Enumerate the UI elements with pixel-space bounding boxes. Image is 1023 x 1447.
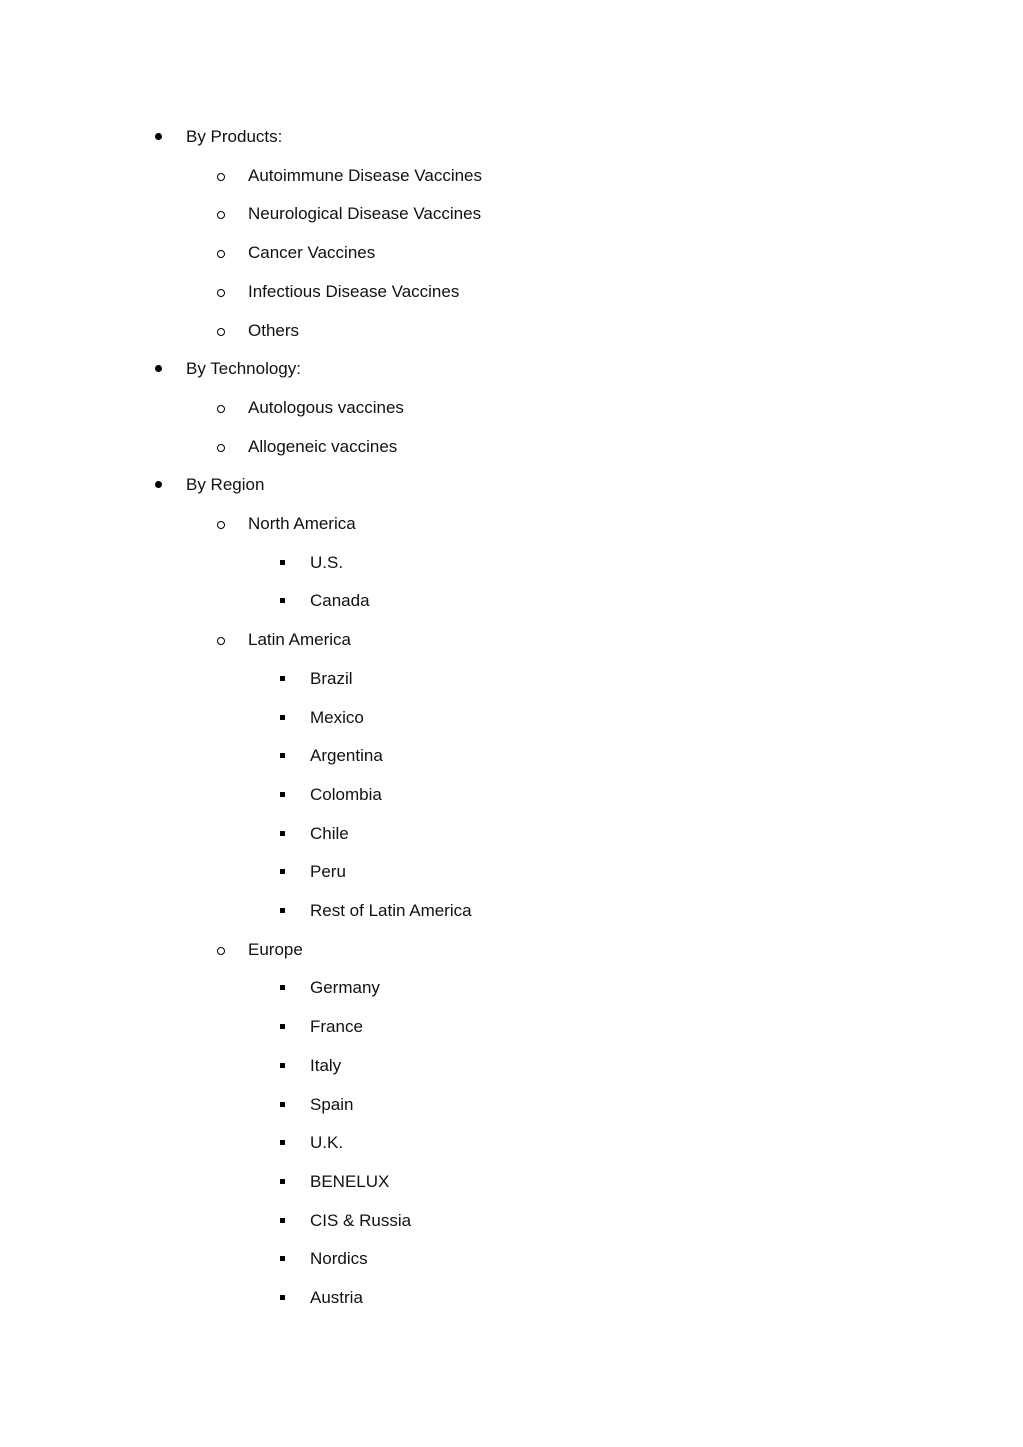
outline-item-label: Brazil xyxy=(310,668,353,688)
outline-item-label: Germany xyxy=(310,978,380,998)
square-bullet-icon xyxy=(280,792,285,797)
outline-item-label: Spain xyxy=(310,1094,354,1114)
outline-item-label: Neurological Disease Vaccines xyxy=(248,204,482,224)
outline-item-label: U.S. xyxy=(310,552,344,572)
outline-item-label: Nordics xyxy=(310,1249,368,1269)
outline-item-label: France xyxy=(310,1017,363,1037)
outline-item-label: Rest of Latin America xyxy=(310,901,472,920)
circle-bullet-icon xyxy=(217,444,225,452)
outline-item-label: Cancer Vaccines xyxy=(248,243,376,263)
outline-item-label: Autoimmune Disease Vaccines xyxy=(248,165,483,185)
circle-bullet-icon xyxy=(217,405,225,413)
outline-item-label: By Technology: xyxy=(186,359,301,379)
square-bullet-icon xyxy=(280,1218,285,1223)
outline-item-label: Autologous vaccines xyxy=(248,397,404,417)
square-bullet-icon xyxy=(280,715,285,720)
outline-item-label: Allogeneic vaccines xyxy=(248,436,398,456)
circle-bullet-icon xyxy=(217,289,225,297)
outline-item-label: Canada xyxy=(310,591,370,611)
disc-bullet-icon xyxy=(155,481,162,488)
square-bullet-icon xyxy=(280,560,285,565)
square-bullet-icon xyxy=(280,598,285,603)
outline-item-label: Austria xyxy=(310,1288,363,1307)
square-bullet-icon xyxy=(280,1256,285,1261)
circle-bullet-icon xyxy=(217,637,225,645)
outline-item-label: North America xyxy=(248,514,356,533)
square-bullet-icon xyxy=(280,1102,285,1107)
outline-item-label: By Region xyxy=(186,475,265,495)
outline-item-label: Colombia xyxy=(310,784,382,804)
square-bullet-icon xyxy=(280,1179,285,1184)
square-bullet-icon xyxy=(280,908,285,913)
outline-item-label: Mexico xyxy=(310,707,364,727)
circle-bullet-icon xyxy=(217,521,225,529)
square-bullet-icon xyxy=(280,985,285,990)
square-bullet-icon xyxy=(280,676,285,681)
circle-bullet-icon xyxy=(217,328,225,336)
outline-item-label: Infectious Disease Vaccines xyxy=(248,281,460,301)
outline-item-label: U.K. xyxy=(310,1133,344,1153)
circle-bullet-icon xyxy=(217,211,225,219)
circle-bullet-icon xyxy=(217,173,225,181)
outline-item-label: Italy xyxy=(310,1055,342,1075)
square-bullet-icon xyxy=(280,753,285,758)
square-bullet-icon xyxy=(280,831,285,836)
disc-bullet-icon xyxy=(155,133,162,140)
circle-bullet-icon xyxy=(217,947,225,955)
disc-bullet-icon xyxy=(155,365,162,372)
square-bullet-icon xyxy=(280,869,285,874)
outline-item-label: Europe xyxy=(248,939,303,959)
outline-item-label: BENELUX xyxy=(310,1171,390,1191)
outline-item-label: Latin America xyxy=(248,630,351,650)
square-bullet-icon xyxy=(280,1063,285,1068)
outline-item-label: Others xyxy=(248,320,300,340)
square-bullet-icon xyxy=(280,1024,285,1029)
outline-item-label: By Products: xyxy=(186,127,283,146)
outline-item-label: Argentina xyxy=(310,746,383,766)
outline-item-label: CIS & Russia xyxy=(310,1210,412,1230)
circle-bullet-icon xyxy=(217,250,225,258)
outline-item-label: Chile xyxy=(310,823,349,843)
square-bullet-icon xyxy=(280,1295,285,1300)
square-bullet-icon xyxy=(280,1140,285,1145)
outline-item-label: Peru xyxy=(310,862,346,882)
